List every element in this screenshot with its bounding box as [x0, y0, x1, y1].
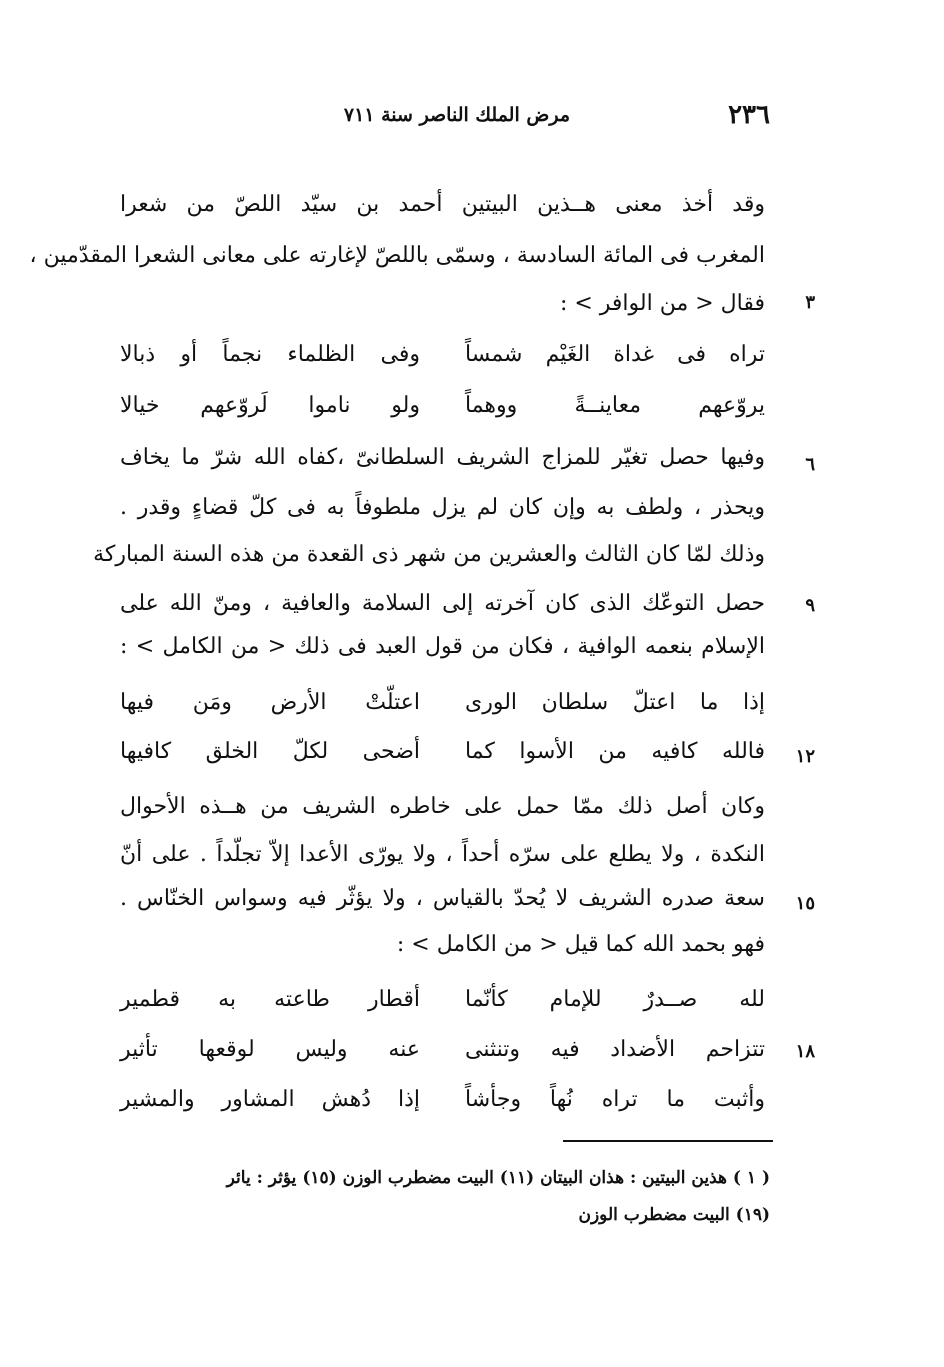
verse-first-hemistich: وأثبت ما تراه نُهاً وجأشاً: [465, 1087, 765, 1112]
text-line: وفيها حصل تغيّر للمزاج الشريف السلطانىّ ،كفاه الله شرّ ما يخاف: [120, 445, 765, 470]
footnote-line: (١٩) البيت مضطرب الوزن: [578, 1205, 770, 1225]
text-line: سعة صدره الشريف لا يُحدّ بالقياس ، ولا يؤثّر فيه وسواس الخنّاس .: [120, 886, 765, 911]
footnote-divider: [563, 1140, 773, 1142]
line-number: ٣: [805, 292, 815, 313]
verse-second-hemistich: وفى الظلماء نجماً أو ذبالا: [120, 342, 420, 367]
verse-first-hemistich: إذا ما اعتلّ سلطان الورى: [465, 690, 765, 715]
line-number: ١٢: [795, 746, 815, 767]
running-title: مرض الملك الناصر سنة ٧١١: [343, 104, 570, 126]
line-number: ٩: [805, 595, 815, 616]
verse-first-hemistich: فالله كافيه من الأسوا كما: [465, 739, 765, 764]
verse-second-hemistich: أضحى لكلّ الخلق كافيها: [120, 739, 420, 764]
text-line: وقد أخذ معنى هــذين البيتين أحمد بن سيّد اللصّ من شعرا: [120, 192, 765, 217]
verse-first-hemistich: لله صــدرٌ للإمام كأنّما: [465, 987, 765, 1012]
verse-first-hemistich: يروّعهم معاينــةً ووهماً: [465, 393, 765, 418]
poem-verse: [120, 1083, 765, 1117]
line-number: ١٨: [795, 1041, 815, 1062]
verse-first-hemistich: تراه فى غداة الغَيْم شمساً: [465, 342, 765, 367]
footnote-line: ( ١ ) هذين البيتين : هذان البيتان (١١) البيت مضطرب الوزن (١٥) يؤثر : يائر: [226, 1168, 770, 1188]
text-line: الإسلام بنعمه الوافية ، فكان من قول العبد فى ذلك < من الكامل > :: [120, 634, 765, 659]
verse-second-hemistich: إذا دُهش المشاور والمشير: [120, 1087, 420, 1112]
verse-second-hemistich: عنه وليس لوقعها تأثير: [120, 1037, 420, 1062]
text-line: حصل التوعّك الذى كان آخرته إلى السلامة والعافية ، ومنّ الله على: [120, 591, 765, 616]
line-number: ١٥: [795, 893, 815, 914]
page-header: [120, 100, 770, 140]
text-line: وكان أصل ذلك ممّا حمل على خاطره الشريف من هــذه الأحوال: [120, 794, 765, 819]
page-number: ٢٣٦: [728, 100, 770, 130]
poem-verse: [120, 389, 765, 423]
verse-second-hemistich: اعتلّتْ الأرض ومَن فيها: [120, 690, 420, 715]
text-line: فهو بحمد الله كما قيل < من الكامل > :: [396, 932, 765, 957]
poem-verse: [120, 735, 765, 769]
verse-first-hemistich: تتزاحم الأضداد فيه وتنثنى: [465, 1037, 765, 1062]
verse-second-hemistich: أقطار طاعته به قطمير: [120, 987, 420, 1012]
line-number: ٦: [805, 454, 815, 475]
text-line: المغرب فى المائة السادسة ، وسمّى باللصّ لإغارته على معانى الشعرا المقدّمين ،: [29, 243, 765, 268]
text-line: النكدة ، ولا يطلع على سرّه أحداً ، ولا يورّى الأعدا إلاّ تجلّداً . على أنّ: [120, 842, 765, 867]
poem-verse: [120, 983, 765, 1017]
text-line: وذلك لمّا كان الثالث والعشرين من شهر ذى القعدة من هذه السنة المباركة: [93, 542, 765, 567]
text-line: فقال < من الوافر > :: [559, 291, 765, 316]
poem-verse: [120, 686, 765, 720]
text-line: ويحذر ، ولطف به وإن كان لم يزل ملطوفاً به فى كلّ قضاءٍ وقدر .: [120, 495, 765, 520]
poem-verse: [120, 1033, 765, 1067]
verse-second-hemistich: ولو ناموا لَروّعهم خيالا: [120, 393, 420, 418]
poem-verse: [120, 338, 765, 372]
